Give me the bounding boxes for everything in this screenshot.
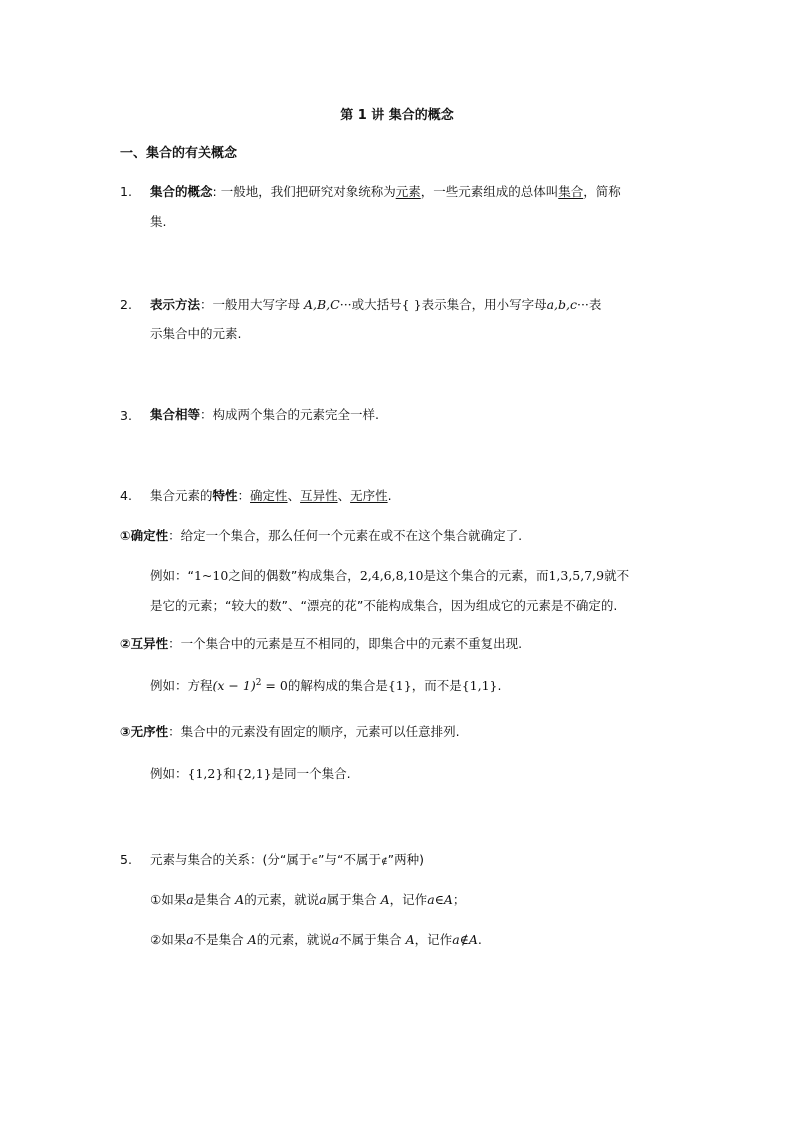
math-a-1: a	[186, 892, 194, 907]
relation-2-text-d: 不属于集合	[339, 932, 406, 947]
relation-2-text-e: ，记作	[414, 932, 453, 947]
property-3-label: ③无序性	[120, 724, 169, 739]
relation-1-text-a: ①如果	[150, 892, 187, 907]
property-3-example	[150, 764, 351, 782]
relation-1-text-d: 属于集合	[326, 892, 381, 907]
section-heading: 一、集合的有关概念	[120, 146, 238, 161]
term-determinacy: 确定性	[250, 488, 288, 503]
item-2-line	[150, 295, 601, 313]
item-5-text-c: ”两种)	[387, 852, 425, 867]
math-A-3: A	[247, 932, 257, 947]
example-1-text-d: 就不	[604, 568, 630, 583]
item-4-colon: ：	[237, 488, 251, 503]
item-4-text-a: 集合元素的	[150, 488, 213, 503]
example-2-text-b: 的解构成的集合是	[287, 678, 388, 693]
item-3-line	[150, 405, 379, 423]
item-3-number: 3.	[120, 408, 132, 423]
term-element: 元素	[395, 184, 421, 199]
math-A-1: A	[235, 892, 245, 907]
relation-2-text-a: ②如果	[150, 932, 187, 947]
item-1-number: 1.	[120, 184, 132, 199]
property-1-example-continuation: 是它的元素；“较大的数”、“漂亮的花”不能构成集合，因为组成它的元素是不确定的.	[150, 598, 618, 613]
example-1-text-c: 是这个集合的元素，而	[423, 568, 549, 583]
relation-1-text-b: 是集合	[193, 892, 236, 907]
item-4-label: 特性	[212, 488, 238, 503]
term-unorderedness: 无序性	[350, 488, 388, 503]
property-2-label: ②互异性	[120, 636, 169, 651]
property-1-label: ①确定性	[120, 528, 169, 543]
relation-1-text-e: ，记作	[389, 892, 428, 907]
math-lowercase-letters: a,b,c	[546, 297, 577, 312]
math-set-2-1: {2,1}	[235, 766, 272, 781]
math-A-2: A	[380, 892, 390, 907]
item-1-label: 集合的概念	[150, 184, 213, 199]
item-4-line	[150, 486, 392, 504]
math-equation	[213, 678, 288, 693]
example-1-text-b: 之间的偶数”构成集合，	[228, 568, 360, 583]
example-2-text-a: 例如：方程	[150, 678, 213, 693]
item-5-text-b: ”与“不属于	[318, 852, 381, 867]
property-1-line	[120, 526, 522, 544]
example-2-text-c: ，而不是	[411, 678, 462, 693]
item-1-continuation: 集.	[150, 214, 167, 229]
item-3-text: ：构成两个集合的元素完全一样.	[200, 407, 379, 422]
item-2-text-d: 表	[588, 297, 602, 312]
item-3-label: 集合相等	[150, 407, 201, 422]
math-ellipsis: ···	[339, 297, 352, 312]
item-4-period: .	[387, 488, 392, 503]
separator-2: 、	[337, 488, 351, 503]
symbol-belongs: ∈	[311, 857, 319, 867]
example-3-text-a: 例如：	[150, 766, 188, 781]
item-5-number: 5.	[120, 852, 132, 867]
math-a-not-in-A: a∉A	[452, 932, 478, 947]
relation-2-text-c: 的元素，就说	[256, 932, 332, 947]
example-2-period: .	[497, 678, 502, 693]
property-2-line	[120, 634, 522, 652]
property-1-text: ：给定一个集合，那么任何一个元素在或不在这个集合就确定了.	[168, 528, 523, 543]
term-set: 集合	[558, 184, 584, 199]
item-5-text-a: 元素与集合的关系：(分“属于	[150, 852, 312, 867]
equation-exponent: 2	[255, 677, 262, 688]
symbol-not-belongs: ∉	[380, 857, 388, 867]
math-set-1-1: {1,1}	[461, 678, 498, 693]
item-1-text-b: ，一些元素组成的总体叫	[420, 184, 559, 199]
example-3-text-b: 和	[223, 766, 236, 781]
equation-lhs: (x − 1)	[212, 678, 256, 693]
example-3-text-c: 是同一个集合.	[271, 766, 351, 781]
item-1-text-a: : 一般地，我们把研究对象统称为	[212, 184, 396, 199]
item-2-number: 2.	[120, 297, 132, 312]
item-4-number: 4.	[120, 488, 132, 503]
math-set-1-2: {1,2}	[187, 766, 224, 781]
relation-belongs-line	[150, 890, 465, 908]
property-3-line	[120, 722, 460, 740]
math-a-4: a	[331, 932, 340, 947]
example-1-text-a: 例如：“	[150, 568, 194, 583]
item-2-text-c: 表示集合，用小写字母	[421, 297, 547, 312]
property-3-text: ：集合中的元素没有固定的顺序，元素可以任意排列.	[168, 724, 460, 739]
math-ellipsis-2: ···	[576, 297, 589, 312]
item-2-label: 表示方法	[150, 297, 201, 312]
relation-not-belongs-line	[150, 930, 482, 948]
math-a-3: a	[186, 932, 194, 947]
relation-2-end: .	[477, 932, 482, 947]
math-range: 1~10	[193, 568, 229, 583]
math-braces: { }	[401, 297, 422, 312]
math-A-4: A	[405, 932, 415, 947]
term-distinctness: 互异性	[300, 488, 338, 503]
math-even-numbers: 2,4,6,8,10	[359, 568, 424, 583]
math-set-1: {1}	[387, 678, 412, 693]
separator-1: 、	[287, 488, 301, 503]
math-a-2: a	[319, 892, 327, 907]
item-1-text-c: ，简称	[583, 184, 621, 199]
property-1-example	[150, 566, 629, 584]
item-2-continuation: 示集合中的元素.	[150, 326, 242, 341]
page-title: 第 1 讲 集合的概念	[340, 108, 454, 123]
relation-2-text-b: 不是集合	[193, 932, 248, 947]
item-2-text-a: ：一般用大写字母	[200, 297, 304, 312]
math-odd-numbers: 1,3,5,7,9	[548, 568, 605, 583]
relation-1-end: ；	[452, 892, 466, 907]
property-2-example	[150, 676, 501, 694]
relation-1-text-c: 的元素，就说	[244, 892, 320, 907]
property-2-text: ：一个集合中的元素是互不相同的，即集合中的元素不重复出现.	[168, 636, 523, 651]
math-uppercase-letters: A,B,C	[304, 297, 340, 312]
item-1-line	[150, 182, 621, 200]
math-a-in-A: a∈A	[427, 892, 453, 907]
item-5-line	[150, 850, 424, 868]
equation-rhs: = 0	[261, 678, 288, 693]
item-2-text-b: 或大括号	[351, 297, 402, 312]
